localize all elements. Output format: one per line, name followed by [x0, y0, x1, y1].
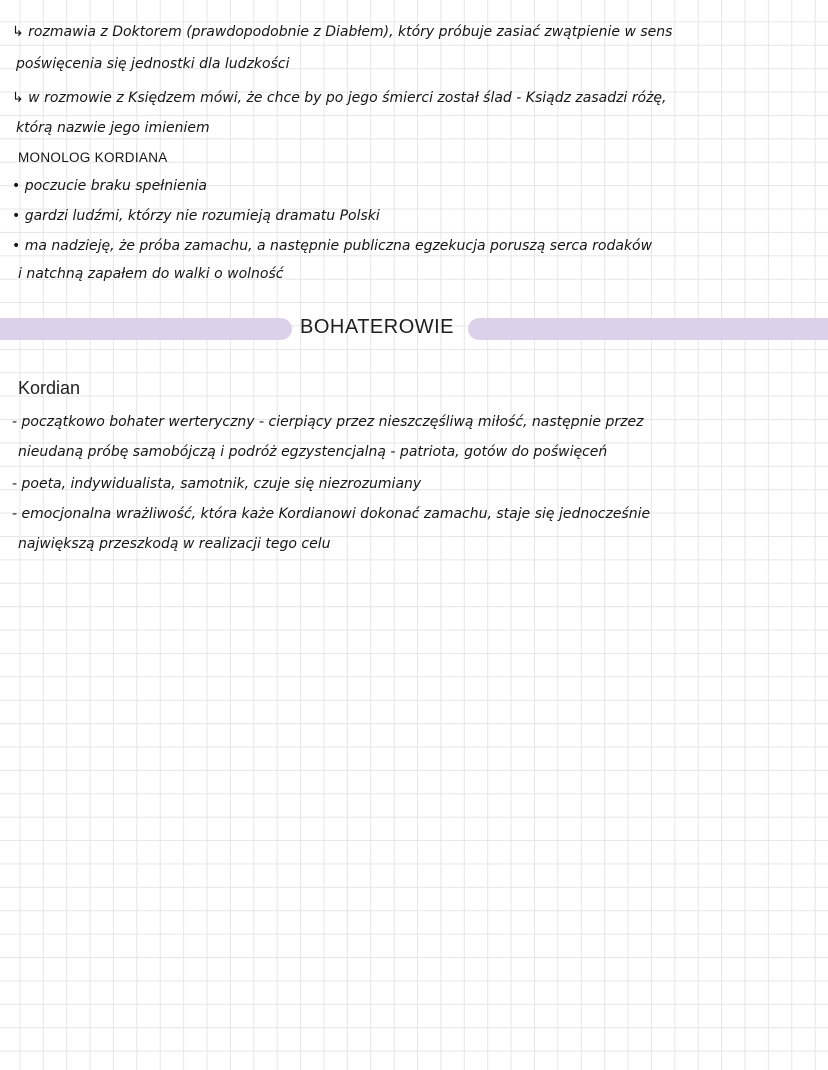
section-title-band — [0, 318, 828, 340]
note-line: i natchną zapałem do walki o wolność — [18, 266, 284, 282]
highlight-bar-right — [468, 318, 828, 340]
note-line: ↳ w rozmowie z Księdzem mówi, że chce by po jego śmierci został ślad - Ksiądz zasadzi różę, — [12, 90, 667, 106]
character-line: największą przeszkodą w realizacji tego celu — [18, 536, 331, 552]
character-line: nieudaną próbę samobójczą i podróż egzystencjalną - patriota, gotów do poświęceń — [18, 444, 608, 460]
note-bullet: • gardzi ludźmi, którzy nie rozumieją dramatu Polski — [12, 208, 380, 224]
note-line: poświęcenia się jednostki dla ludzkości — [16, 56, 290, 72]
note-bullet: • ma nadzieję, że próba zamachu, a następnie publiczna egzekucja poruszą serca rodaków — [12, 238, 653, 254]
character-heading: Kordian — [18, 378, 81, 398]
character-line: - emocjonalna wrażliwość, która każe Kordianowi dokonać zamachu, staje się jednocześnie — [12, 506, 651, 522]
note-heading: MONOLOG KORDIANA — [18, 150, 168, 165]
note-line: ↳ rozmawia z Doktorem (prawdopodobnie z Diabłem), który próbuje zasiać zwątpienie w sens — [12, 24, 673, 40]
character-line: - poeta, indywidualista, samotnik, czuje się niezrozumiany — [12, 476, 422, 492]
note-line: którą nazwie jego imieniem — [16, 120, 210, 136]
note-bullet: • poczucie braku spełnienia — [12, 178, 207, 194]
highlight-bar-left — [0, 318, 292, 340]
section-title: BOHATEROWIE — [300, 316, 455, 338]
character-line: - początkowo bohater werteryczny - cierpiący przez nieszczęśliwą miłość, następnie przez — [12, 414, 644, 430]
